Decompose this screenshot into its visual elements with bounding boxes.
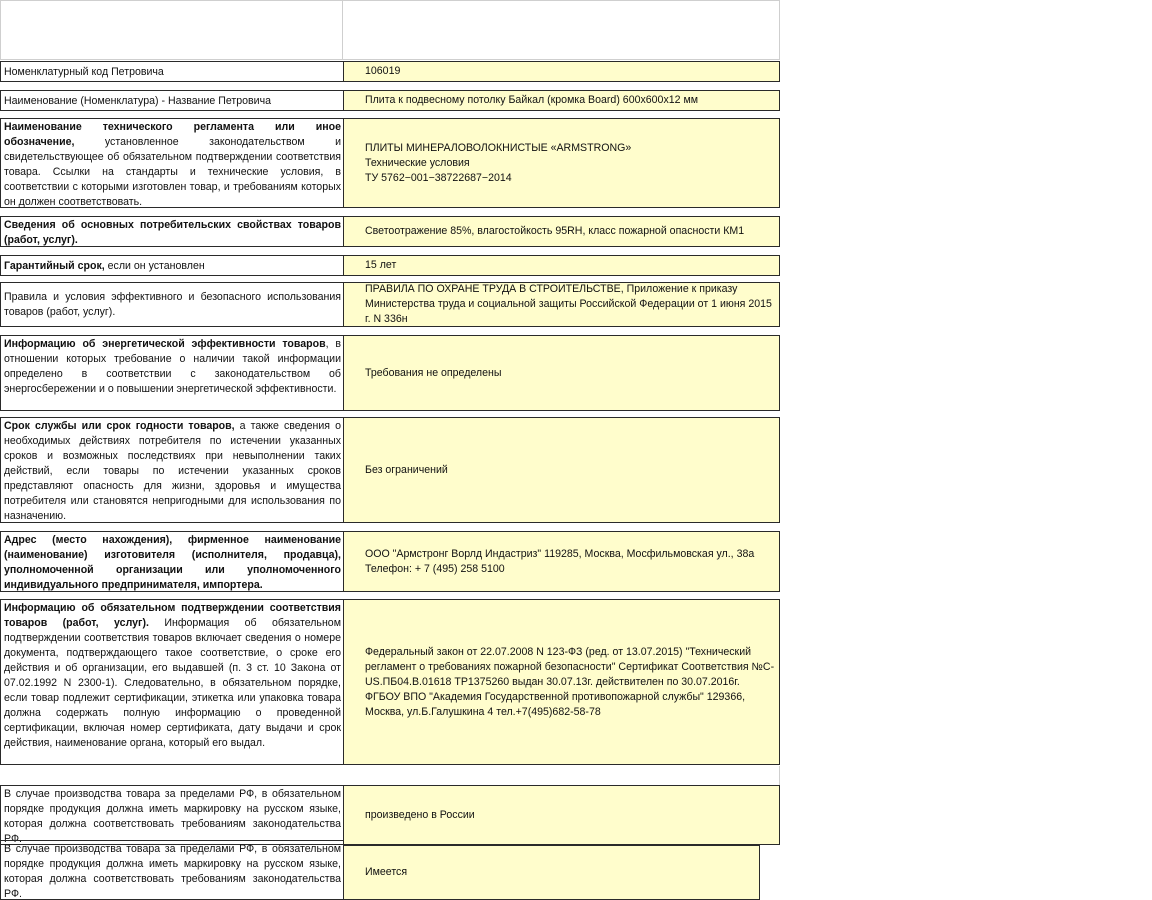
row-label-service-life xyxy=(0,417,344,523)
row-label-consumer-properties xyxy=(0,216,344,247)
row-value-text: 15 лет xyxy=(365,259,397,271)
row-value-service-life[interactable] xyxy=(343,417,780,523)
row-label-bold: Информацию об энергетической эффективности товаров xyxy=(4,338,326,350)
row-value-text: Федеральный закон от 22.07.2008 N 123-ФЗ (ред. от 13.07.2015) "Технический регламент о требованиях пожарной безопасности" Сертификат Соответствия №C-US.ПБ04.В.01618 ТР1375260 выдан 30.07.13г. действителен по 30.07.2016г. ФГБОУ ВПО "Академия Государственной противопожарной службы" 129366, Москва, ул.Б.Галушкина 4 тел.+7(495)682-58-78 xyxy=(365,645,775,718)
row-label-bold: Сведения об основных потребительских свойствах товаров (работ, услуг). xyxy=(4,219,341,246)
row-label-bold: Адрес (место нахождения), фирменное наименование (наименование) изготовителя (исполнителя, продавца), уполномоченной организации или уполномоченного индивидуального предпринимателя, импортера. xyxy=(4,534,341,591)
row-label-text: , в отношении которых требование о наличии такой информации определено в соответствии с законодательством об энергосбережении и о повышении энергетической эффективности. xyxy=(4,338,341,395)
row-value-text: Светоотражение 85%, влагостойкость 95RH, класс пожарной опасности КМ1 xyxy=(365,225,745,237)
row-label-text: Информация об обязательном подтверждении соответствия товаров включает сведения о номере документа, подтверждающего такое соответствие, о сроке его действия и об организации, его выдавшей (п. 3 ст. 10 Закона от 07.02.1992 N 2300-1). Следовательно, в обязательном порядке, если товар подлежит сертификации, этикетка или упаковка товара должна содержать полную информацию о проведенной сертификации, включая номер сертификата, дату выдачи и срок действия, наименование органа, который его выдал. xyxy=(4,617,341,749)
row-label-text: Правила и условия эффективного и безопасного использования товаров (работ, услуг). xyxy=(4,291,341,318)
row-label-tech-regulation xyxy=(0,118,344,208)
row-label-energy-efficiency xyxy=(0,335,344,411)
row-value-text: Имеется xyxy=(365,866,408,878)
row-label-bold: Информацию об обязательном подтверждении соответствия товаров (работ, услуг). xyxy=(4,602,341,629)
row-label-bold: Срок службы или срок годности товаров, xyxy=(4,420,235,432)
row-value-text: ООО "Армстронг Ворлд Индастриз" 119285, Москва, Мосфильмовская ул., 38а Телефон: + 7 (495) 258 5100 xyxy=(365,547,755,575)
row-label-usage-rules xyxy=(0,282,344,327)
empty-grid-row xyxy=(0,766,780,785)
row-label-name xyxy=(0,90,344,111)
row-label-text: Наименование (Номенклатура) - Название Петровича xyxy=(4,94,271,107)
row-label-text: В случае производства товара за пределами РФ, в обязательном порядке продукция должна иметь маркировку на русском языке, которая должна соответствовать требованиям законодательства РФ. xyxy=(4,788,341,845)
row-label-warranty xyxy=(0,255,344,276)
row-value-russian-labeling-2[interactable] xyxy=(343,845,760,900)
row-value-warranty[interactable] xyxy=(343,255,780,276)
row-label-text: Номенклатурный код Петровича xyxy=(4,65,164,78)
row-value-energy-efficiency[interactable] xyxy=(343,335,780,411)
row-label-russian-labeling xyxy=(0,785,344,845)
row-value-tech-regulation[interactable] xyxy=(343,118,780,208)
row-value-text: ПРАВИЛА ПО ОХРАНЕ ТРУДА В СТРОИТЕЛЬСТВЕ, Приложение к приказу Министерства труда и социальной защиты Российской Федерации от 1 июня 2015 г. N 336н xyxy=(365,283,772,325)
row-label-nomenclature-code xyxy=(0,61,344,82)
row-label-text: установленное законодательством и свидетельствующее об обязательном подтверждении соответствия товара. Ссылки на стандарты и технические условия, в соответствии с которыми изготовлен товар, и требованиям которых он должен соответствовать. xyxy=(4,136,341,208)
row-label-bold: Наименование технического регламента или иное обозначение, xyxy=(4,121,341,148)
row-value-text: Требования не определены xyxy=(365,366,502,379)
row-value-text: ПЛИТЫ МИНЕРАЛОВОЛОКНИСТЫЕ «ARMSTRONG» Технические условия ТУ 5762−001−38722687−2014 xyxy=(365,141,632,184)
row-label-bold: Гарантийный срок, xyxy=(4,259,105,272)
row-label-text: а также сведения о необходимых действиях потребителя по истечении указанных сроков и возможных последствиях при невыполнении таких действий, если товары по истечении указанных сроков представляют опасность для жизни, здоровья и имущества потребителя или становятся непригодными для использования по назначению. xyxy=(4,420,341,522)
row-value-russian-labeling[interactable] xyxy=(343,785,780,845)
row-value-name[interactable] xyxy=(343,90,780,111)
row-value-text: 106019 xyxy=(365,65,401,77)
row-value-certification[interactable] xyxy=(343,599,780,765)
row-label-text: В случае производства товара за пределами РФ, в обязательном порядке продукция должна иметь маркировку на русском языке, которая должна соответствовать требованиям законодательства РФ. xyxy=(4,843,341,900)
row-value-text: Без ограничений xyxy=(365,463,448,476)
row-label-certification xyxy=(0,599,344,765)
row-value-consumer-properties[interactable] xyxy=(343,216,780,247)
row-value-nomenclature-code[interactable] xyxy=(343,61,780,82)
header-empty-cell-right xyxy=(343,0,780,60)
row-value-text: Плита к подвесному потолку Байкал (кромка Board) 600х600х12 мм xyxy=(365,94,699,106)
row-label-manufacturer-address xyxy=(0,531,344,592)
header-empty-cell-left xyxy=(0,0,343,60)
row-label-russian-labeling-2 xyxy=(0,840,344,900)
row-value-manufacturer-address[interactable] xyxy=(343,531,780,592)
row-value-usage-rules[interactable] xyxy=(343,282,780,327)
row-value-text: произведено в России xyxy=(365,808,475,821)
row-label-text: если он установлен xyxy=(104,259,205,272)
